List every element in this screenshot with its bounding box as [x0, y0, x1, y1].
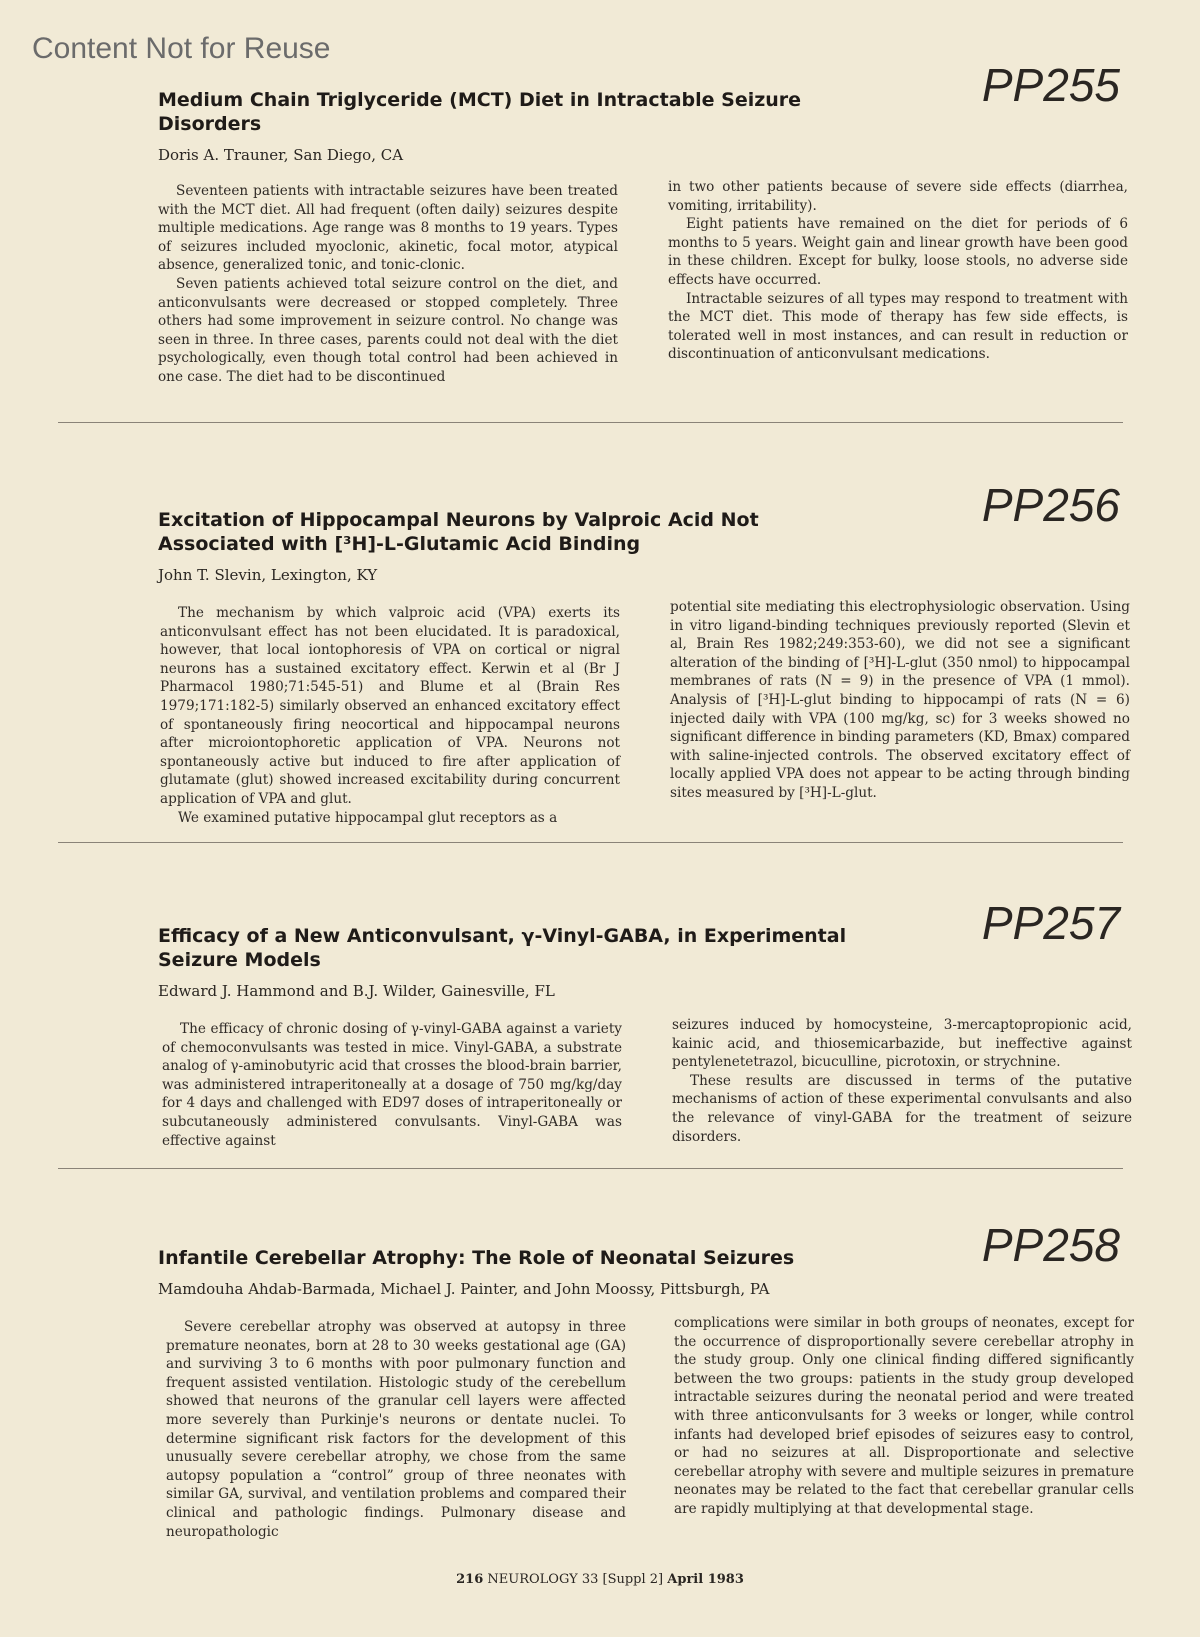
- section-divider: [58, 1168, 1123, 1169]
- paragraph: Severe cerebellar atrophy was observed at autopsy in three premature neonates, born at 28 to 30 weeks gestational age (GA) and surviving 3 to 6 months with poor pulmonary function and frequent assisted ventilation. Histologic study of the cerebellum showed that neurons of the granular cell layers were affected more severely than Purkinje's neurons or dentate nuclei. To determine significant risk factors for the development of this unusually severe cerebellar atrophy, we chose from the same autopsy population a “control” group of three neonates with similar GA, survival, and ventilation problems and compared their clinical and pathologic findings. Pulmonary disease and neuropathologic: [166, 1319, 626, 1540]
- abstract-title: Infantile Cerebellar Atrophy: The Role of Neonatal Seizures: [158, 1247, 795, 1269]
- abstract-number: PP257: [981, 897, 1120, 949]
- abstract-title: Medium Chain Triglyceride (MCT) Diet in Intractable Seizure Disorders: [158, 89, 802, 135]
- abstract-left-column: [160, 604, 620, 827]
- journal-name: NEUROLOGY 33 [Suppl 2]: [487, 1572, 664, 1587]
- paragraph: The mechanism by which valproic acid (VPA) exerts its anticonvulsant effect has not been elucidated. It is paradoxical, however, that local iontophoresis of VPA on cortical or nigral neurons has a sustained excitatory effect. Kerwin et al (Br J Pharmacol 1980;71:545-51) and Blume et al (Brain Res 1979;171:182-5) similarly observed an enhanced excitatory effect of spontaneously firing neocortical and hippocampal neurons after microiontophoretic application of VPA. Neurons not spontaneously active but induced to fire after application of glutamate (glut) showed increased excitability during concurrent application of VPA and glut.: [160, 605, 620, 807]
- page-number: 216: [456, 1572, 484, 1587]
- abstract-right-column: [670, 598, 1130, 803]
- abstract-right-column: [672, 1016, 1132, 1146]
- abstract-authors: Mamdouha Ahdab-Barmada, Michael J. Painter, and John Moossy, Pittsburgh, PA: [158, 1280, 770, 1298]
- paragraph: complications were similar in both groups of neonates, except for the occurrence of disproportionally severe cerebellar atrophy in the study group. Only one clinical finding differed significantly between the two groups: patients in the study group developed intractable seizures during the neonatal period and were treated with three anticonvulsants for 3 weeks or longer, while control infants had developed brief episodes of seizures easy to control, or had no seizures at all. Disproportionate and selective cerebellar atrophy with severe and multiple seizures in premature neonates may be related to the fact that cerebellar granular cells are rapidly multiplying at that developmental stage.: [674, 1315, 1134, 1517]
- abstract-right-column: [674, 1314, 1134, 1519]
- paragraph: in two other patients because of severe side effects (diarrhea, vomiting, irritability).: [668, 179, 1128, 214]
- page-footer: [0, 1572, 1200, 1587]
- abstract-authors: Edward J. Hammond and B.J. Wilder, Gainesville, FL: [158, 982, 555, 1000]
- abstract-right-column: [668, 178, 1128, 364]
- abstract-authors: John T. Slevin, Lexington, KY: [158, 566, 378, 584]
- abstract-left-column: [158, 182, 618, 387]
- abstract-left-column: [166, 1318, 626, 1541]
- paragraph: Seven patients achieved total seizure control on the diet, and anticonvulsants were decreased or stopped completely. Three others had some improvement in seizure control. No change was seen in three. In three cases, parents could not deal with the diet psychologically, even though total control had been achieved in one case. The diet had to be discontinued: [158, 275, 618, 385]
- issue-date: April 1983: [667, 1572, 744, 1587]
- abstract-title: Excitation of Hippocampal Neurons by Valproic Acid Not Associated with [³H]-L-Glutamic Acid Binding: [158, 509, 759, 555]
- paragraph: The efficacy of chronic dosing of γ-vinyl-GABA against a variety of chemoconvulsants was tested in mice. Vinyl-GABA, a substrate analog of γ-aminobutyric acid that crosses the blood-brain barrier, was administered intraperitoneally at a dosage of 750 mg/kg/day for 4 days and challenged with ED97 doses of intraperitoneally or subcutaneously administered convulsants. Vinyl-GABA was effective against: [162, 1021, 622, 1149]
- paragraph: Seventeen patients with intractable seizures have been treated with the MCT diet. All had frequent (often daily) seizures despite multiple medications. Age range was 8 months to 19 years. Types of seizures included myoclonic, akinetic, focal motor, atypical absence, generalized tonic, and tonic-clonic.: [158, 183, 618, 274]
- paragraph: potential site mediating this electrophysiologic observation. Using in vitro ligand-binding techniques previously reported (Slevin et al, Brain Res 1982;249:353-60), we did not see a significant alteration of the binding of [³H]-L-glut (350 nmol) to hippocampal membranes of rats (N = 9) in the presence of VPA (1 mmol). Analysis of [³H]-L-glut binding to hippocampi of rats (N = 6) injected daily with VPA (100 mg/kg, sc) for 3 weeks showed no significant difference in binding parameters (KD, Bmax) compared with saline-injected controls. The observed excitatory effect of locally applied VPA does not appear to be acting through binding sites measured by [³H]-L-glut.: [670, 599, 1130, 801]
- paragraph: Intractable seizures of all types may respond to treatment with the MCT diet. This mode of therapy has few side effects, is tolerated well in most instances, and can result in reduction or discontinuation of anticonvulsant medications.: [668, 290, 1128, 363]
- abstract-title: Efficacy of a New Anticonvulsant, γ-Vinyl-GABA, in Experimental Seizure Models: [158, 925, 847, 971]
- abstract-number: PP255: [981, 59, 1120, 111]
- abstract-authors: Doris A. Trauner, San Diego, CA: [158, 146, 404, 164]
- section-divider: [58, 842, 1123, 843]
- watermark: Content Not for Reuse: [32, 32, 331, 65]
- paragraph: seizures induced by homocysteine, 3-mercaptopropionic acid, kainic acid, and thiosemicarbazide, but ineffective against pentylenetetrazol, bicuculline, picrotoxin, or strychnine.: [672, 1017, 1132, 1071]
- paragraph: These results are discussed in terms of the putative mechanisms of action of these experimental convulsants and also the relevance of vinyl-GABA for the treatment of seizure disorders.: [672, 1072, 1132, 1145]
- abstract-left-column: [162, 1020, 622, 1150]
- paragraph: Eight patients have remained on the diet for periods of 6 months to 5 years. Weight gain and linear growth have been good in these children. Except for bulky, loose stools, no adverse side effects have occurred.: [668, 216, 1128, 288]
- abstract-number: PP258: [981, 1219, 1120, 1271]
- abstract-number: PP256: [981, 479, 1120, 531]
- section-divider: [58, 422, 1123, 423]
- paragraph: We examined putative hippocampal glut receptors as a: [178, 809, 558, 826]
